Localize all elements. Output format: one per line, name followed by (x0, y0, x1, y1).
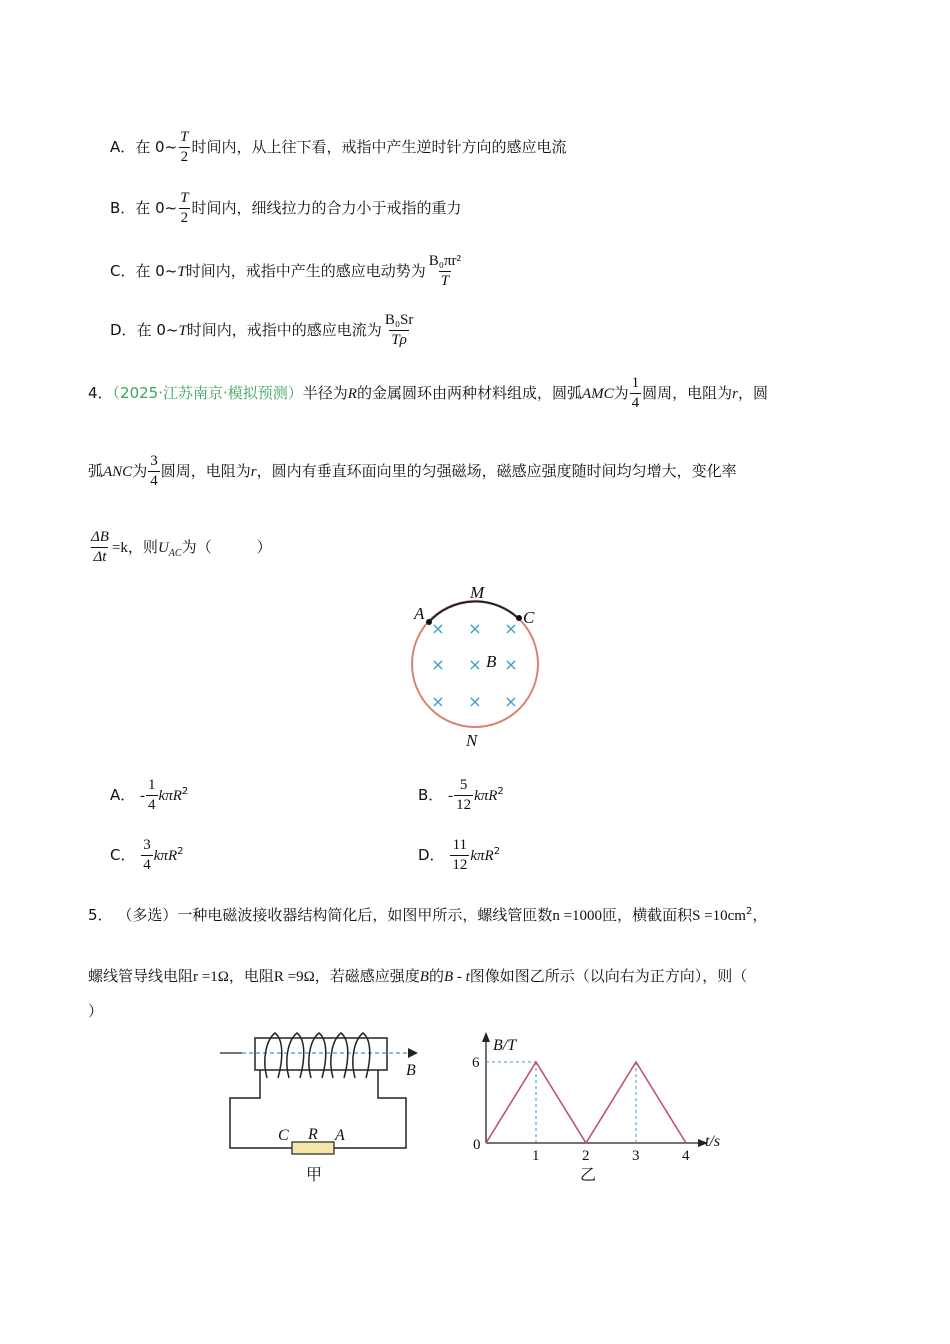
x-tick-label: 1 (532, 1148, 540, 1164)
x-tick-label: 2 (582, 1148, 590, 1164)
fraction: $\frac{1}{4}$ (148, 777, 156, 813)
q4-option-b: B． - $\frac{5}{12}$ kπR$^2$ (418, 777, 504, 813)
label-c: C (523, 608, 535, 627)
x-axis-label: t/s (705, 1133, 721, 1150)
q3-option-a: A．在 0~ $\frac{T}{2}$ 时间内，从上往下看，戒指中产生逆时针方向的感应电流 (110, 129, 567, 165)
arrow-head (408, 1048, 418, 1058)
field-cross: × (431, 619, 445, 638)
fraction: $\frac{\text{B₀πr²}}{T}$ (428, 253, 462, 289)
coil-turn (353, 1033, 370, 1078)
q4-stem-line3: $\frac{\Delta B}{\Delta t}$ =k，则$U_{AC}$为（ ） (91, 529, 272, 565)
q4-option-c: C． $\frac{3}{4}$ kπR$^2$ (110, 837, 184, 873)
q5-stem-line3: ） (88, 1002, 104, 1020)
origin-label: 0 (473, 1137, 481, 1153)
solenoid-circuit (220, 1025, 450, 1185)
label-m: M (470, 583, 485, 602)
q5-stem-line1: 5． （多选）一种电磁波接收器结构简化后，如图甲所示，螺线管匝数n =1000匝，横截面积$S =10cm^2$， (88, 906, 768, 924)
field-cross: × (431, 692, 445, 711)
field-cross: × (468, 655, 482, 674)
fraction: $\frac{11}{12}$ (452, 837, 468, 873)
resistor-r (292, 1142, 334, 1154)
label-c: C (278, 1127, 289, 1144)
source-tag: （2025·江苏南京·模拟预测） (112, 384, 303, 402)
q3-option-b: B．在 0~ $\frac{T}{2}$ 时间内，细线拉力的合力小于戒指的重力 (110, 190, 462, 226)
label-r: R (308, 1126, 318, 1143)
label-b: B (406, 1062, 416, 1079)
label-a: A (414, 604, 425, 623)
field-cross: × (468, 692, 482, 711)
solenoid-core (255, 1038, 387, 1070)
coil-turn (265, 1033, 282, 1078)
wire-right (334, 1070, 406, 1148)
label-a: A (335, 1127, 345, 1144)
q4-stem-line1: 4．（2025·江苏南京·模拟预测）半径为R的金属圆环由两种材料组成，圆弧AMC为 $\frac{1}{4}$ 圆周，电阻为r，圆 (88, 375, 769, 411)
fraction: $\frac{3}{4}$ (150, 453, 158, 489)
y-axis-arrow (482, 1032, 490, 1042)
bt-graph (465, 1025, 735, 1190)
q3-option-c: C．在 0~T时间内，戒指中产生的感应电动势为 $\frac{\text{B₀πr²}}{T}$ (110, 253, 462, 289)
y-axis-label: B/T (493, 1037, 517, 1054)
fraction: $\frac{3}{4}$ (143, 837, 151, 873)
caption-jia: 甲 (306, 1165, 323, 1184)
q4-option-a: A． - $\frac{1}{4}$ kπR$^2$ (110, 777, 189, 813)
coil-turn (309, 1033, 326, 1078)
q4-stem-line2: 弧ANC为 $\frac{3}{4}$ 圆周，电阻为r，圆内有垂直环面向里的匀强磁场，磁感应强度随时间均匀增大，变化率 (88, 453, 737, 489)
x-tick-label: 4 (682, 1148, 690, 1164)
label-n: N (466, 731, 478, 750)
coil-turn (331, 1033, 348, 1078)
bt-series-line (486, 1062, 686, 1143)
fraction: $\frac{T}{2}$ (180, 190, 189, 226)
caption-yi: 乙 (580, 1165, 597, 1184)
field-cross: × (504, 692, 518, 711)
field-cross: × (504, 655, 518, 674)
field-cross: × (468, 619, 482, 638)
fraction: $\frac{\text{B₀Sr}}{T\rho}$ (384, 312, 414, 348)
fraction: $\frac{5}{12}$ (456, 777, 472, 813)
field-cross: × (431, 655, 445, 674)
field-cross: × (504, 619, 518, 638)
x-tick-label: 3 (632, 1148, 640, 1164)
q3-option-d: D．在 0~T时间内，戒指中的感应电流为 $\frac{\text{B₀Sr}}{T\rho}$ (110, 312, 414, 348)
fraction: $\frac{T}{2}$ (180, 129, 189, 165)
y-tick-label: 6 (472, 1055, 480, 1071)
fraction: $\frac{1}{4}$ (631, 375, 640, 411)
coil-turn (287, 1033, 304, 1078)
ring-diagram (400, 580, 560, 750)
q4-option-d: D． $\frac{11}{12}$ kπR$^2$ (418, 837, 501, 873)
fraction: $\frac{\Delta B}{\Delta t}$ (91, 529, 109, 565)
q5-stem-line2: 螺线管导线电阻r =1Ω，电阻R =9Ω，若磁感应强度B的B - t图像如图乙所示（以向右为正方向），则（ (88, 967, 748, 985)
label-b: B (486, 652, 497, 671)
